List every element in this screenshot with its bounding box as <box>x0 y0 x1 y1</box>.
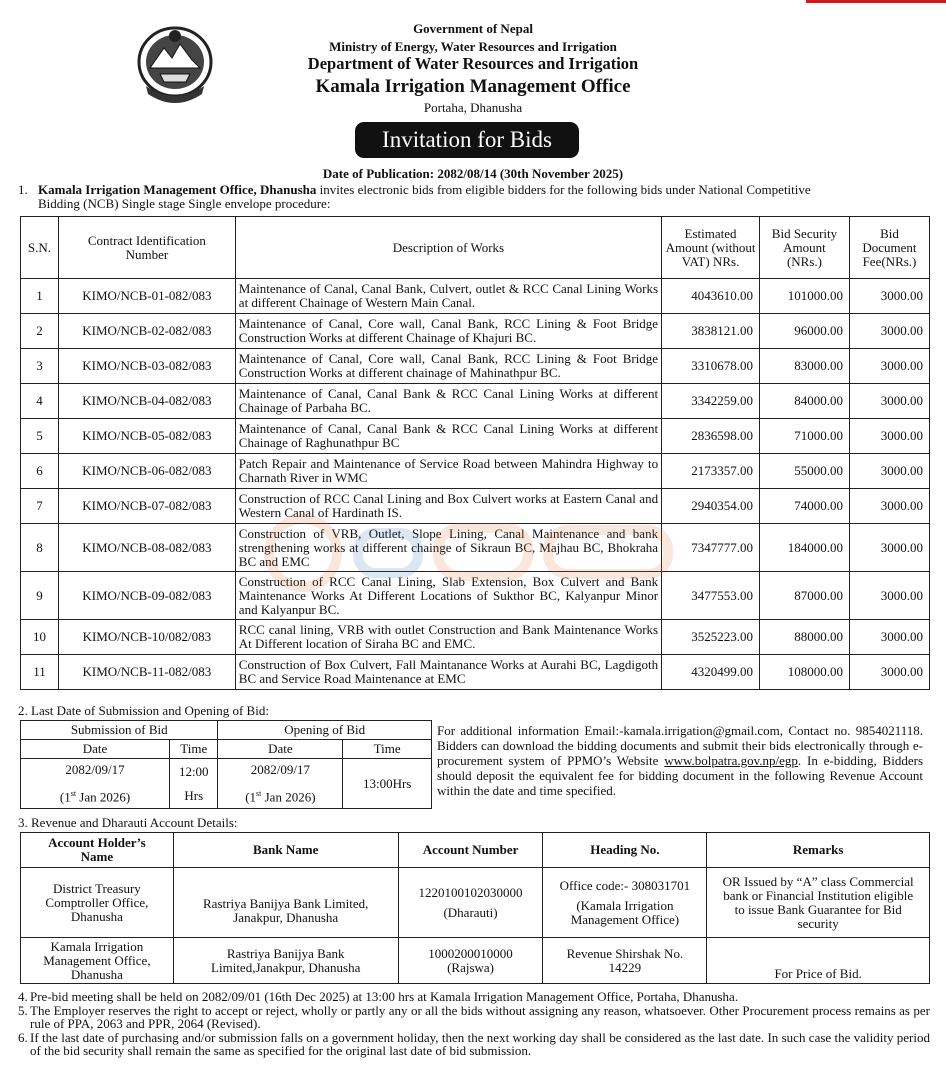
intro-paragraph <box>18 183 930 211</box>
contract-id-cell: KIMO/NCB-11-082/083 <box>58 655 235 690</box>
ministry-heading: Ministry of Energy, Water Resources and Irrigation <box>329 39 617 54</box>
remarks-cell: For Price of Bid. <box>707 938 930 984</box>
col-header-remarks: Remarks <box>707 833 930 868</box>
doc-fee-cell: 3000.00 <box>849 655 929 690</box>
works-row <box>21 524 930 572</box>
contract-id-cell: KIMO/NCB-05-082/083 <box>58 419 235 454</box>
submission-date: 2082/09/17 <box>65 762 125 778</box>
heading-office: (Kamala Irrigation Management Office) <box>570 897 680 927</box>
bid-security-cell: 184000.00 <box>760 524 850 572</box>
doc-fee-cell: 3000.00 <box>849 489 929 524</box>
bid-security-cell: 55000.00 <box>760 454 850 489</box>
bank-cell: Rastriya Banijya Bank Limited,Janakpur, Dhanusha <box>173 938 398 984</box>
description-cell: Patch Repair and Maintenance of Service Road between Mahindra Highway to Charnath River in WMC <box>235 454 661 489</box>
col-header-sn: S.N. <box>21 217 59 279</box>
bid-security-cell: 87000.00 <box>760 572 850 620</box>
description-cell: Maintenance of Canal, Canal Bank, Culvert, outlet & RCC Canal Lining Works at different Chainage of Western Main Canal. <box>235 279 661 314</box>
additional-info: For additional information Email:-kamala.irrigation@gmail.com, Contact no. 9854021118. Bidders can download the bidding documents and submit their bids electronically through e-procurement system of PPMO’s Website www.bolpatra.gov.np/egp. In e-bidding, Bidders should deposit the equivalent fee for bidding document in the following Revenue Account within the date and time specified. <box>437 723 924 798</box>
col-header-bank: Bank Name <box>173 833 398 868</box>
account-type: (Dharauti) <box>443 904 498 920</box>
description-cell: RCC canal lining, VRB with outlet Construction and Bank Maintenance Works At Different location of Siraha BC and EMC. <box>235 620 661 655</box>
description-cell: Maintenance of Canal, Canal Bank & RCC Canal Lining Works at different Chainage of Parbaha BC. <box>235 384 661 419</box>
estimated-amount-cell: 2173357.00 <box>662 454 760 489</box>
notes-list <box>18 990 930 1058</box>
sn-cell: 11 <box>21 655 59 690</box>
section2-title: 2. Last Date of Submission and Opening of Bid: <box>18 703 269 718</box>
contract-id-cell: KIMO/NCB-02-082/083 <box>58 314 235 349</box>
note-4: 4. Pre-bid meeting shall be held on 2082/09/01 (16th Dec 2025) at 13:00 hrs at Kamala Irrigation Management Office, Portaha, Dhanusha. <box>18 989 739 1004</box>
note-5: 5. The Employer reserves the right to accept or reject, wholly or partly any or all the bids without assigning any reason, whatsoever. Other Procurement process remains as per rule of PPA, 2063 and PPR, 2064 (Revised). <box>18 1002 930 1031</box>
intro-bold: Kamala Irrigation Management Office, Dhanusha <box>38 182 317 197</box>
col-header-holder: Account Holder’s Name <box>21 833 174 868</box>
publication-date: Date of Publication: 2082/08/14 (30th November 2025) <box>322 166 624 181</box>
opening-label: Opening of Bid <box>218 721 432 740</box>
bid-security-cell: 108000.00 <box>760 655 850 690</box>
account-table <box>20 832 930 984</box>
opening-date-en: (1st Jan 2026) <box>245 789 316 805</box>
description-cell: Construction of RCC Canal Lining, Slab Extension, Box Culvert and Bank Maintenance Works At Different Locations of Sukthor BC, Kalyanpur Minor and Kalyanpur BC. <box>235 572 661 620</box>
contract-id-cell: KIMO/NCB-09-082/083 <box>58 572 235 620</box>
submission-time-hrs: Hrs <box>184 788 204 803</box>
col-header-estimated-amount: Estimated Amount (without VAT) NRs. <box>662 217 760 279</box>
estimated-amount-cell: 3310678.00 <box>662 349 760 384</box>
sub-date-label: Date <box>21 740 170 759</box>
bid-security-cell: 84000.00 <box>760 384 850 419</box>
works-row <box>21 384 930 419</box>
description-cell: Construction of Box Culvert, Fall Maintanance Works at Aurahi BC, Lagdigoth BC and Service Road Maintenance at EMC <box>235 655 661 690</box>
works-header-row <box>21 217 930 279</box>
submission-label: Submission of Bid <box>21 721 218 740</box>
account-row-dharauti <box>21 868 930 938</box>
contract-id-cell: KIMO/NCB-07-082/083 <box>58 489 235 524</box>
sn-cell: 9 <box>21 572 59 620</box>
opening-time: 13:00Hrs <box>343 759 432 809</box>
works-row <box>21 419 930 454</box>
bid-dates-table <box>20 720 432 809</box>
estimated-amount-cell: 2940354.00 <box>662 489 760 524</box>
account-cell <box>398 868 543 938</box>
bid-security-cell: 74000.00 <box>760 489 850 524</box>
doc-fee-cell: 3000.00 <box>849 524 929 572</box>
invitation-banner: Invitation for Bids <box>355 122 579 158</box>
bid-security-cell: 71000.00 <box>760 419 850 454</box>
col-header-heading: Heading No. <box>543 833 707 868</box>
contract-id-cell: KIMO/NCB-01-082/083 <box>58 279 235 314</box>
works-row <box>21 314 930 349</box>
department-heading: Department of Water Resources and Irrigation <box>307 54 639 73</box>
works-row <box>21 454 930 489</box>
contract-id-cell: KIMO/NCB-06-082/083 <box>58 454 235 489</box>
doc-fee-cell: 3000.00 <box>849 279 929 314</box>
sn-cell: 1 <box>21 279 59 314</box>
note-6: 6. If the last date of purchasing and/or submission falls on a government holiday, then the next working day shall be considered as the last date. In such case the validity period of the bid security shall remain the same as specified for the original last date of bid submission. <box>18 1029 930 1058</box>
sn-cell: 7 <box>21 489 59 524</box>
open-date-label: Date <box>218 740 343 759</box>
description-cell: Maintenance of Canal, Core wall, Canal Bank, RCC Lining & Foot Bridge Construction Works at different Chainage of Khajuri BC. <box>235 314 661 349</box>
account-type: (Rajswa) <box>447 959 494 975</box>
estimated-amount-cell: 3838121.00 <box>662 314 760 349</box>
bid-security-cell: 83000.00 <box>760 349 850 384</box>
estimated-amount-cell: 2836598.00 <box>662 419 760 454</box>
dates-header-row <box>21 740 432 759</box>
account-header-row <box>21 833 930 868</box>
doc-fee-cell: 3000.00 <box>849 314 929 349</box>
top-red-bar <box>806 0 946 3</box>
office-location: Portaha, Dhanusha <box>423 100 523 115</box>
submission-time-cell <box>170 759 218 809</box>
bolpatra-link[interactable]: www.bolpatra.gov.np/egp <box>664 753 798 768</box>
holder-cell: District Treasury Comptroller Office, Dhanusha <box>21 868 174 938</box>
bid-security-cell: 101000.00 <box>760 279 850 314</box>
estimated-amount-cell: 3477553.00 <box>662 572 760 620</box>
account-cell <box>398 938 543 984</box>
estimated-amount-cell: 7347777.00 <box>662 524 760 572</box>
opening-date-cell <box>218 759 343 809</box>
works-row <box>21 349 930 384</box>
col-header-account: Account Number <box>398 833 543 868</box>
sn-cell: 2 <box>21 314 59 349</box>
bid-security-cell: 96000.00 <box>760 314 850 349</box>
open-time-label: Time <box>343 740 432 759</box>
doc-fee-cell: 3000.00 <box>849 620 929 655</box>
col-header-contract-id: Contract Identification Number <box>58 217 235 279</box>
sn-cell: 10 <box>21 620 59 655</box>
contract-id-cell: KIMO/NCB-03-082/083 <box>58 349 235 384</box>
intro-number: 1. <box>18 182 28 197</box>
col-header-doc-fee: Bid Document Fee(NRs.) <box>849 217 929 279</box>
sub-time-label: Time <box>170 740 218 759</box>
bid-security-cell: 88000.00 <box>760 620 850 655</box>
remarks-cell: OR Issued by “A” class Commercial bank or Financial Institution eligible to issue Bank Guarantee for Bid security <box>707 868 930 938</box>
sn-cell: 3 <box>21 349 59 384</box>
intro-line2: Bidding (NCB) Single stage Single envelope procedure: <box>38 196 331 211</box>
sn-cell: 5 <box>21 419 59 454</box>
heading-code: Office code:- 308031701 <box>559 877 691 893</box>
works-row <box>21 572 930 620</box>
office-heading: Kamala Irrigation Management Office <box>315 76 631 97</box>
contract-id-cell: KIMO/NCB-04-082/083 <box>58 384 235 419</box>
description-cell: Maintenance of Canal, Core wall, Canal Bank, RCC Lining & Foot Bridge Construction Works at different chainage of Mahinathpur BC. <box>235 349 661 384</box>
heading-cell: Revenue Shirshak No. 14229 <box>543 938 707 984</box>
description-cell: Maintenance of Canal, Canal Bank & RCC Canal Lining Works at different Chainage of Raghunathpur BC <box>235 419 661 454</box>
estimated-amount-cell: 3342259.00 <box>662 384 760 419</box>
sn-cell: 8 <box>21 524 59 572</box>
contract-id-cell: KIMO/NCB-08-082/083 <box>58 524 235 572</box>
intro-text: invites electronic bids from eligible bidders for the following bids under National Competitive <box>316 182 811 197</box>
description-cell: Construction of VRB, Outlet, Slope Lining, Canal Maintenance and bank strengthening works at different chainge of Sikraun BC, Majhau BC, Bhokraha BC and EMC <box>235 524 661 572</box>
estimated-amount-cell: 4043610.00 <box>662 279 760 314</box>
doc-fee-cell: 3000.00 <box>849 349 929 384</box>
heading-cell <box>543 868 707 938</box>
works-row <box>21 489 930 524</box>
doc-fee-cell: 3000.00 <box>849 419 929 454</box>
submission-time: 12:00 <box>178 764 209 779</box>
doc-fee-cell: 3000.00 <box>849 454 929 489</box>
dates-value-row <box>21 759 432 809</box>
works-row <box>21 655 930 690</box>
works-row <box>21 279 930 314</box>
col-header-bid-security: Bid Security Amount (NRs.) <box>760 217 850 279</box>
contract-id-cell: KIMO/NCB-10/082/083 <box>58 620 235 655</box>
opening-date: 2082/09/17 <box>250 762 310 778</box>
dates-group-row <box>21 721 432 740</box>
estimated-amount-cell: 3525223.00 <box>662 620 760 655</box>
account-number: 1000200010000 <box>428 945 513 961</box>
account-number: 1220100102030000 <box>418 884 523 900</box>
col-header-description: Description of Works <box>235 217 661 279</box>
works-table <box>20 216 930 690</box>
works-row <box>21 620 930 655</box>
estimated-amount-cell: 4320499.00 <box>662 655 760 690</box>
section3-title: 3. Revenue and Dharauti Account Details: <box>18 815 238 830</box>
submission-date-cell <box>21 759 170 809</box>
doc-fee-cell: 3000.00 <box>849 384 929 419</box>
sn-cell: 6 <box>21 454 59 489</box>
bank-cell: Rastriya Banijya Bank Limited, Janakpur, Dhanusha <box>173 868 398 938</box>
account-row-rajswa <box>21 938 930 984</box>
doc-fee-cell: 3000.00 <box>849 572 929 620</box>
submission-date-en: (1st Jan 2026) <box>59 789 131 805</box>
holder-cell: Kamala Irrigation Management Office, Dhanusha <box>21 938 174 984</box>
description-cell: Construction of RCC Canal Lining and Box Culvert works at Eastern Canal and Western Canal of Hardinath IS. <box>235 489 661 524</box>
gov-heading: Government of Nepal <box>413 21 533 36</box>
sn-cell: 4 <box>21 384 59 419</box>
